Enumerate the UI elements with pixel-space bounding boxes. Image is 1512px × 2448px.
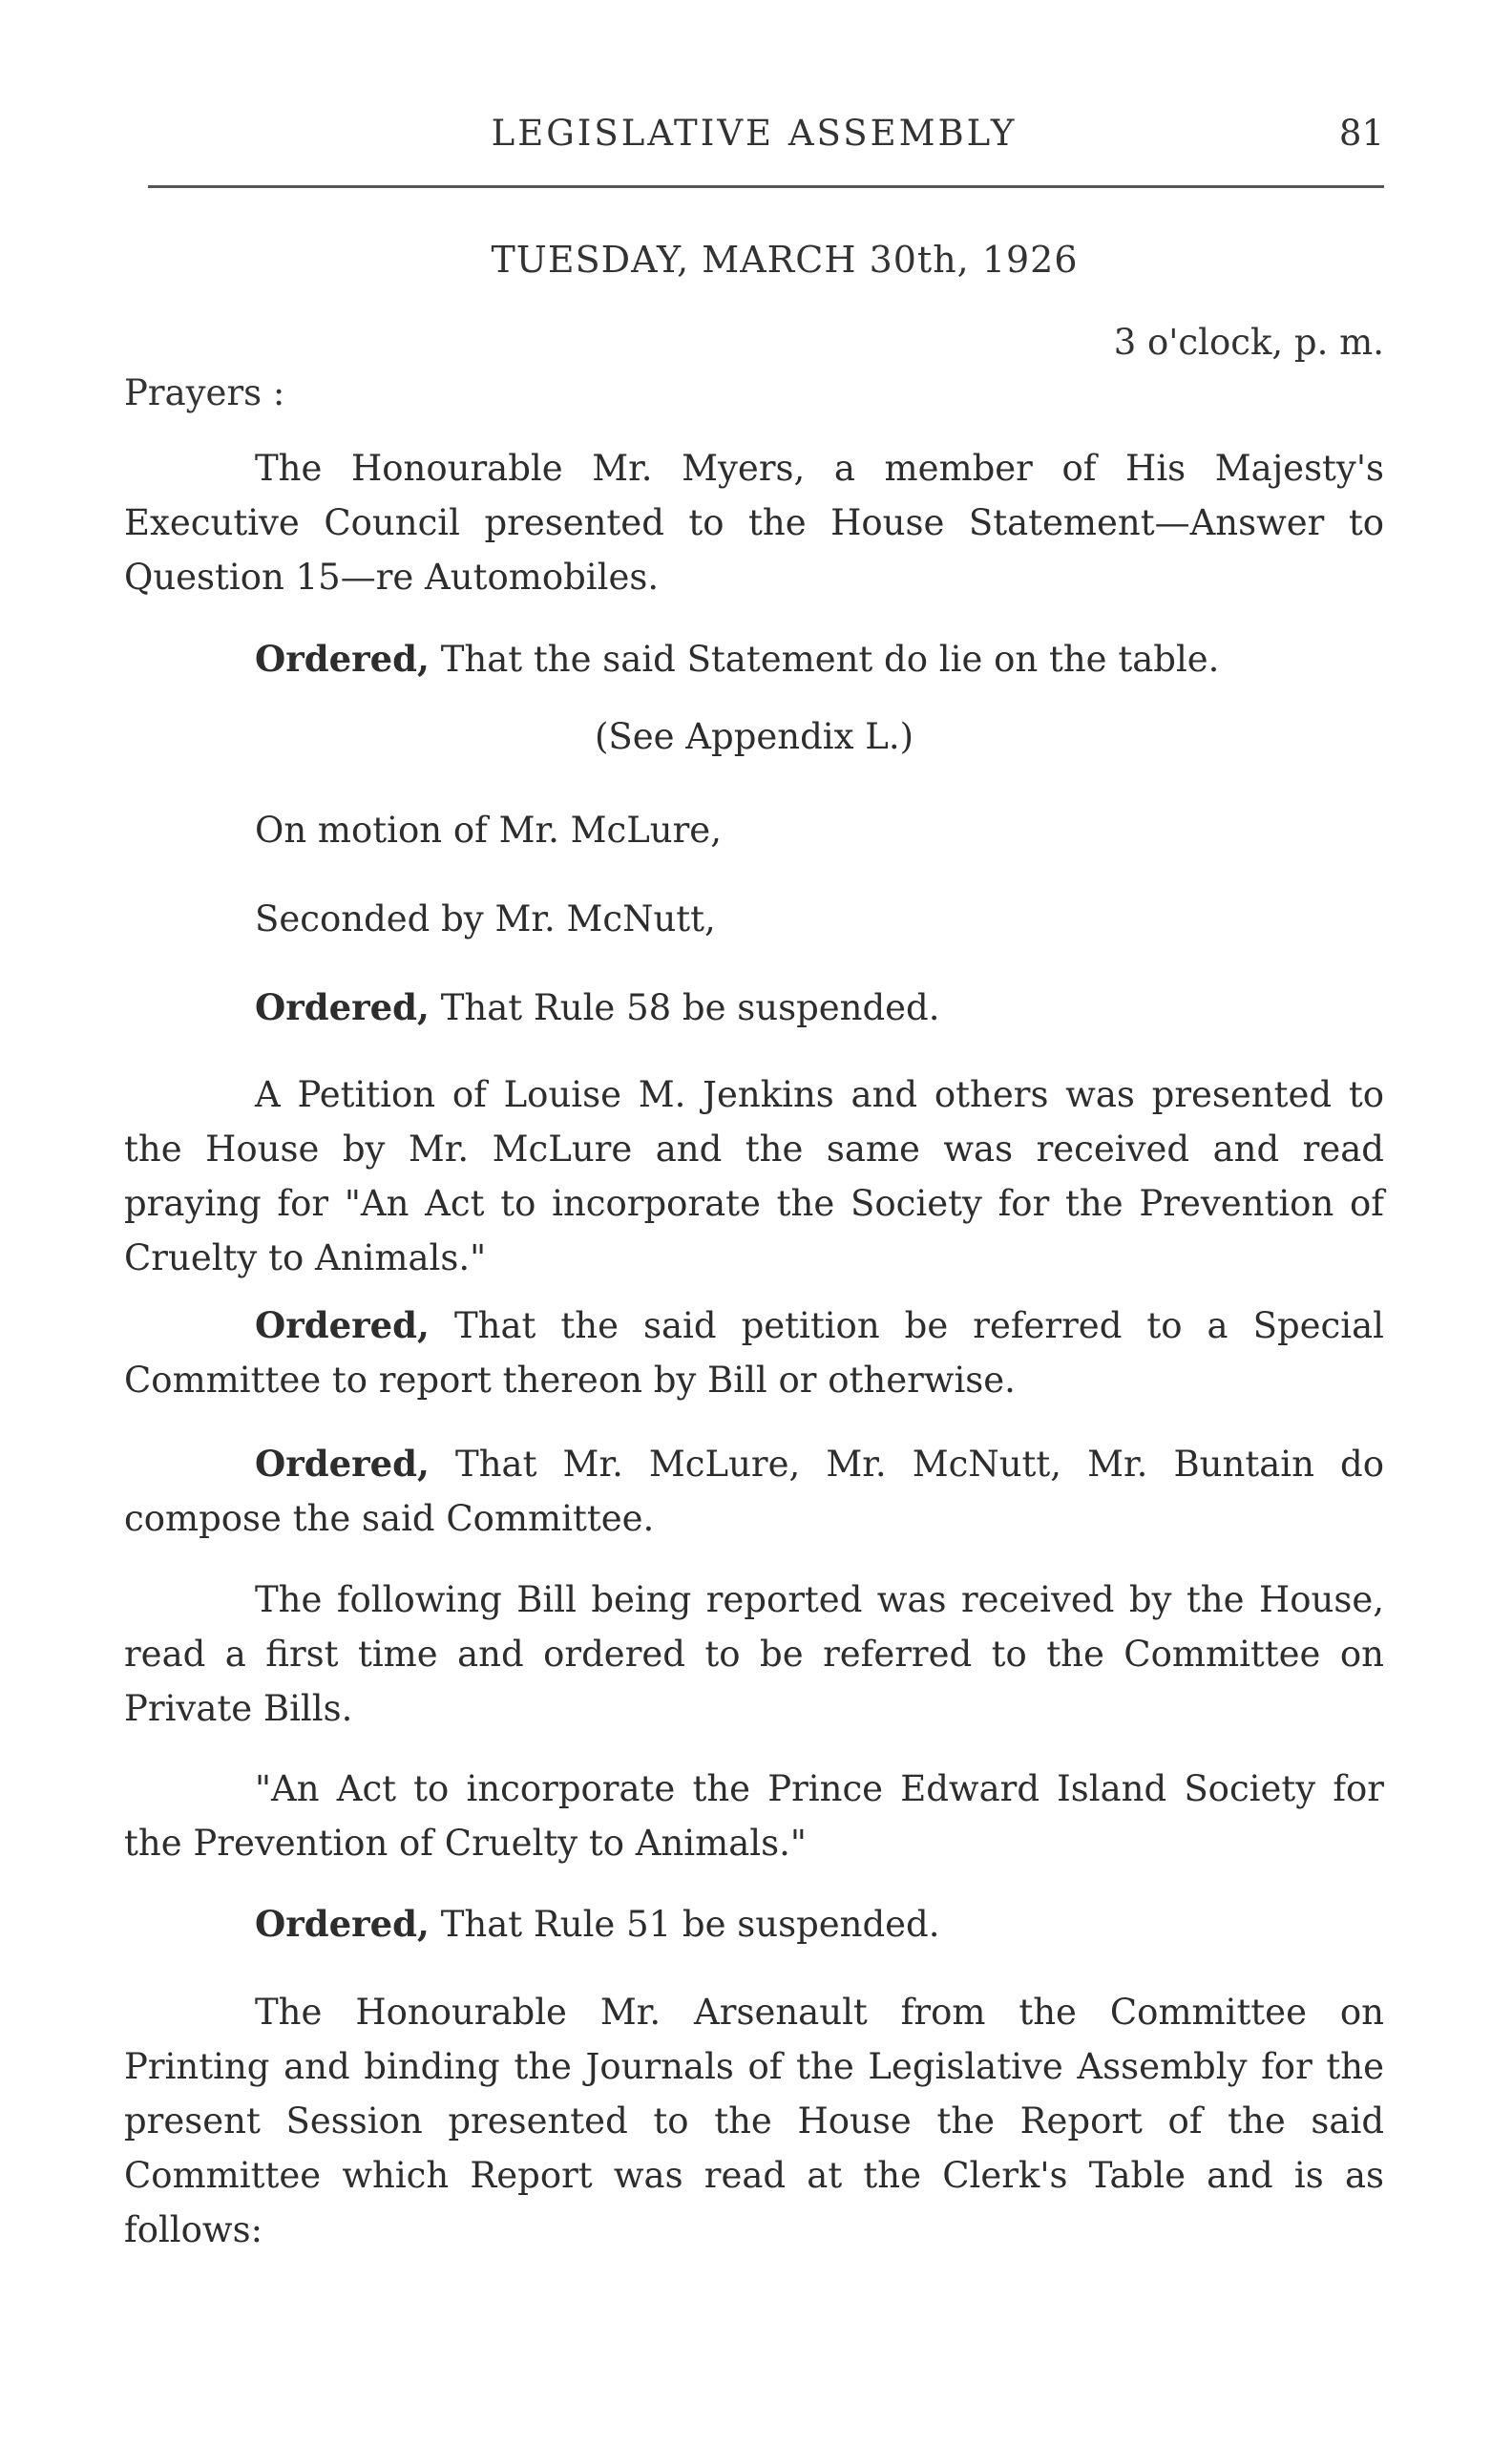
paragraph-bill-reported: The following Bill being reported was received by the House, read a first time and ordered to be referred to the Committee on Private Bills. [124,1579,1384,1729]
paragraph-statement: The Honourable Mr. Myers, a member of His Majesty's Executive Council presented to the House Statement—Answer to Question 15—re Automobiles. [124,448,1384,598]
ordered-label: Ordered, [255,1443,430,1485]
appendix-reference: (See Appendix L.) [594,716,914,757]
motion-line: On motion of Mr. McLure, [255,810,722,851]
page-number: 81 [1338,113,1384,154]
page-header [124,113,1384,179]
paragraph-petition: A Petition of Louise M. Jenkins and others was presented to the House by Mr. McLure and the same was received and read praying for "An Act to incorporate the Society for the Prevention of Cruelty to Animals." [124,1074,1384,1278]
order-text: That the said Statement do lie on the table. [429,639,1220,680]
header-rule [148,185,1384,188]
ordered-label: Ordered, [255,1903,430,1945]
prayers-heading: Prayers : [124,372,285,413]
order-text: That Mr. McLure, Mr. McNutt, Mr. Buntain do compose the said Committee. [124,1444,1384,1539]
ordered-label: Ordered, [255,638,430,680]
paragraph-rule-58 [124,981,1512,1035]
paragraph-order-lie-on-table [124,632,1512,686]
paragraph-committee-members [124,1437,1384,1546]
order-text: That the said petition be referred to a Special Committee to report thereon by Bill or otherwise. [124,1305,1384,1401]
sitting-time: 3 o'clock, p. m. [1113,322,1384,363]
ordered-label: Ordered, [255,1304,430,1346]
paragraph-bill-title: "An Act to incorporate the Prince Edward Island Society for the Prevention of Cruelty to Animals." [124,1768,1384,1864]
seconded-line: Seconded by Mr. McNutt, [255,898,716,939]
running-head: LEGISLATIVE ASSEMBLY [491,113,1018,154]
sitting-date: TUESDAY, MARCH 30th, 1926 [491,239,1079,281]
order-text: That Rule 58 be suspended. [429,987,940,1028]
ordered-label: Ordered, [255,986,430,1028]
paragraph-special-committee [124,1298,1384,1407]
order-text: That Rule 51 be suspended. [429,1904,940,1945]
paragraph-rule-51 [124,1897,1512,1952]
paragraph-printing-committee: The Honourable Mr. Arsenault from the Committee on Printing and binding the Journals of the Legislative Assembly for the present Session presented to the House the Report of the said Committee which Report was read at the Clerk's Table and is as follows: [124,1992,1384,2250]
